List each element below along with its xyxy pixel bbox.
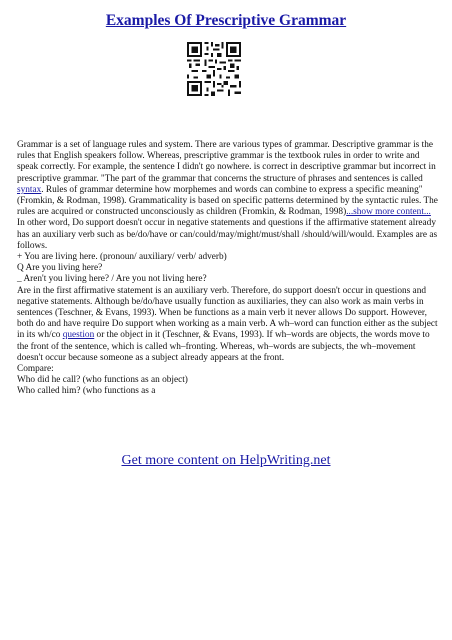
helpwriting-footer-link[interactable]: Get more content on HelpWriting.net	[121, 453, 331, 468]
document-title[interactable]: Examples Of Prescriptive Grammar	[105, 12, 347, 29]
paragraph-auxiliary: Are in the first affirmative statement is an auxiliary verb. Therefore, do support doesn't occur in questions and negative statements. Although be/do/have usually function as auxiliaries, they can also work as main verbs in sentences (Teschner, & Evans, 1993). When be functions as a main verb it never allows Do support. However, both do and have require Do support when working as a main verb. A wh–word can function either as the subject in its wh/co question or the object in it (Teschner, & Evans, 1993). If wh–words are objects, the words move to the front of the sentence, which is called wh–fronting. Whereas, wh–words are subjects, the wh–movement doesn't occur because someone as a subject already appears at the front.	[17, 285, 438, 363]
example-line: + You are living here. (pronoun/ auxiliary/ verb/ adverb)	[17, 252, 227, 263]
example-line: _ Aren't you living here? / Are you not living here?	[17, 274, 207, 285]
show-more-link[interactable]: ...show more content...	[346, 207, 431, 218]
document-body	[17, 140, 441, 398]
compare-line: Who called him? (who functions as a	[17, 386, 156, 397]
compare-line: Who did he call? (who functions as an object)	[17, 375, 188, 386]
example-line: Q Are you living here?	[17, 263, 103, 274]
compare-line: Compare:	[17, 364, 54, 375]
qr-code-icon	[187, 42, 241, 96]
paragraph-grammar-intro: Grammar is a set of language rules and system. There are various types of grammar. Descriptive grammar is the rules that English speakers follow. Whereas, prescriptive grammar is the textbook rules in order to write and speak correctly. For example, the sentence I didn't go nowhere. is correct in descriptive grammar but incorrect in prescriptive grammar. "The part of the grammar that concerns the structure of phrases and sentences is called syntax. Rules of grammar determine how morphemes and words can combine to express a specific meaning" (Fromkin, & Rodman, 1998). Grammaticality is based on specific patterns determined by the syntactic rules. The rules are acquired or constructed unconsciously as children (Fromkin, & Rodman, 1998)...show more content...	[17, 140, 438, 218]
paragraph-do-support: In other word, Do support doesn't occur in negative statements and questions if the affirmative statement already has an auxiliary verb such as be/do/have or can/could/may/might/must/shall /should/will/would. Examples are as follows.	[17, 218, 438, 251]
syntax-link[interactable]: syntax	[17, 184, 42, 195]
question-link[interactable]: question	[62, 330, 95, 341]
